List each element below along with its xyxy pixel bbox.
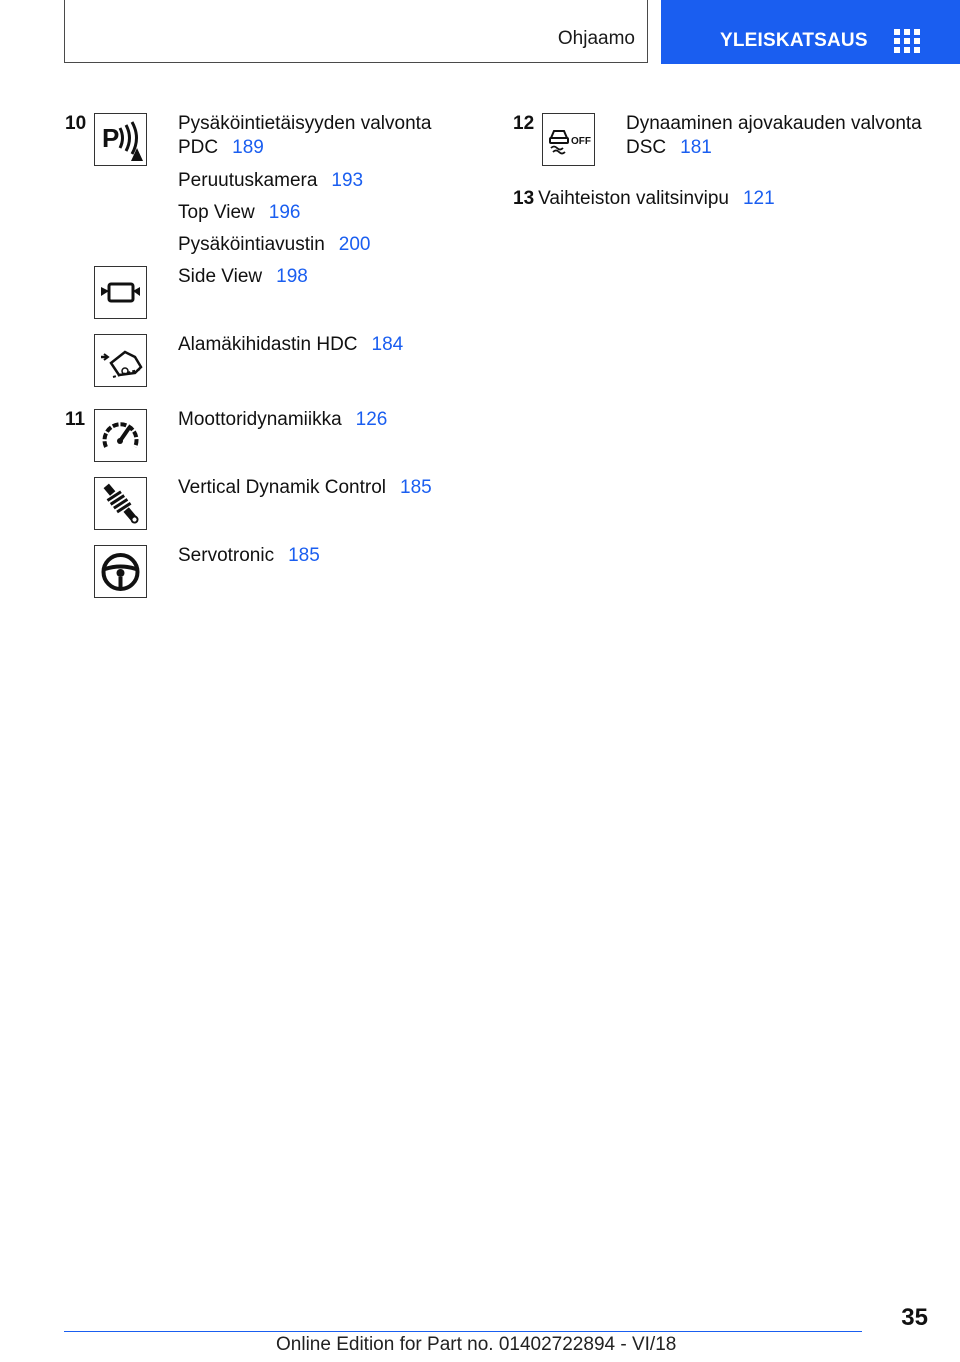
dsc-title-line: Dynaaminen ajovakauden valvonta — [626, 113, 922, 134]
edition-footer: Online Edition for Part no. 01402722894 - VI/18 — [276, 1334, 677, 1355]
side-view-label: Side View — [178, 266, 263, 287]
pdc-icon-box — [94, 113, 147, 166]
hill-descent-control-icon — [95, 335, 146, 386]
dsc-icon-box — [542, 113, 595, 166]
driving-dynamics-icon-box — [94, 409, 147, 462]
driving-dynamics-label: Moottoridynamiikka — [178, 409, 342, 430]
page-link-top-view[interactable]: 196 — [268, 202, 301, 223]
side-view-entry — [178, 265, 308, 289]
servotronic-label: Servotronic — [178, 545, 275, 566]
reversing-camera-label: Peruutuskamera — [178, 170, 318, 191]
dsc-abbrev: DSC — [626, 137, 667, 158]
svg-text:P: P — [102, 123, 120, 153]
reversing-camera-entry — [178, 169, 363, 193]
header-section-box — [64, 0, 648, 63]
pdc-entry — [178, 112, 431, 160]
page-link-servotronic[interactable]: 185 — [288, 545, 320, 566]
page-link-side-view[interactable]: 198 — [276, 266, 308, 287]
gear-selector-label: Vaihteiston valitsinvipu — [538, 188, 729, 209]
driving-dynamics-entry — [178, 408, 387, 432]
top-view-entry — [178, 201, 300, 225]
item-number-10: 10 — [65, 113, 87, 134]
shock-absorber-icon — [95, 478, 146, 529]
page-link-vdc[interactable]: 185 — [400, 477, 432, 498]
page-link-parking-assistant[interactable]: 200 — [338, 234, 371, 255]
page-link-pdc[interactable]: 189 — [232, 137, 264, 158]
dsc-entry — [626, 112, 922, 160]
page-link-driving-dynamics[interactable]: 126 — [355, 409, 388, 430]
side-view-camera-icon — [95, 267, 146, 318]
vdc-label: Vertical Dynamik Control — [178, 477, 387, 498]
page-link-gear-selector[interactable]: 121 — [742, 188, 775, 209]
steering-wheel-icon — [95, 546, 146, 597]
chapter-label: YLEISKATSAUS — [720, 30, 868, 51]
grid-menu-icon[interactable] — [894, 29, 921, 54]
vdc-icon-box — [94, 477, 147, 530]
section-title: Ohjaamo — [557, 28, 635, 49]
parking-assistant-label: Pysäköintiavustin — [178, 234, 325, 255]
vdc-entry — [178, 476, 432, 500]
hdc-icon-box — [94, 334, 147, 387]
page-link-dsc[interactable]: 181 — [680, 137, 712, 158]
dsc-off-text: OFF — [571, 136, 591, 147]
item-number-11: 11 — [65, 409, 86, 430]
dsc-off-icon — [543, 114, 594, 165]
item-number-12: 12 — [513, 113, 535, 134]
park-distance-control-icon — [95, 114, 146, 165]
gear-selector-entry — [513, 187, 775, 211]
side-view-icon-box — [94, 266, 147, 319]
parking-assistant-entry — [178, 233, 371, 257]
page-link-hdc[interactable]: 184 — [371, 334, 404, 355]
page-number: 35 — [901, 1304, 928, 1331]
chapter-tab[interactable] — [661, 0, 960, 64]
pdc-abbrev: PDC — [178, 137, 219, 158]
item-number-13: 13 — [513, 188, 535, 209]
page-link-reversing-camera[interactable]: 193 — [331, 170, 364, 191]
top-view-label: Top View — [178, 202, 255, 223]
speedometer-icon — [95, 410, 146, 461]
servotronic-entry — [178, 544, 320, 568]
pdc-title-line: Pysäköintietäisyyden valvonta — [178, 113, 432, 134]
hdc-entry — [178, 333, 403, 357]
footer-divider — [64, 1331, 862, 1332]
servotronic-icon-box — [94, 545, 147, 598]
hdc-label: Alamäkihidastin HDC — [178, 334, 358, 355]
